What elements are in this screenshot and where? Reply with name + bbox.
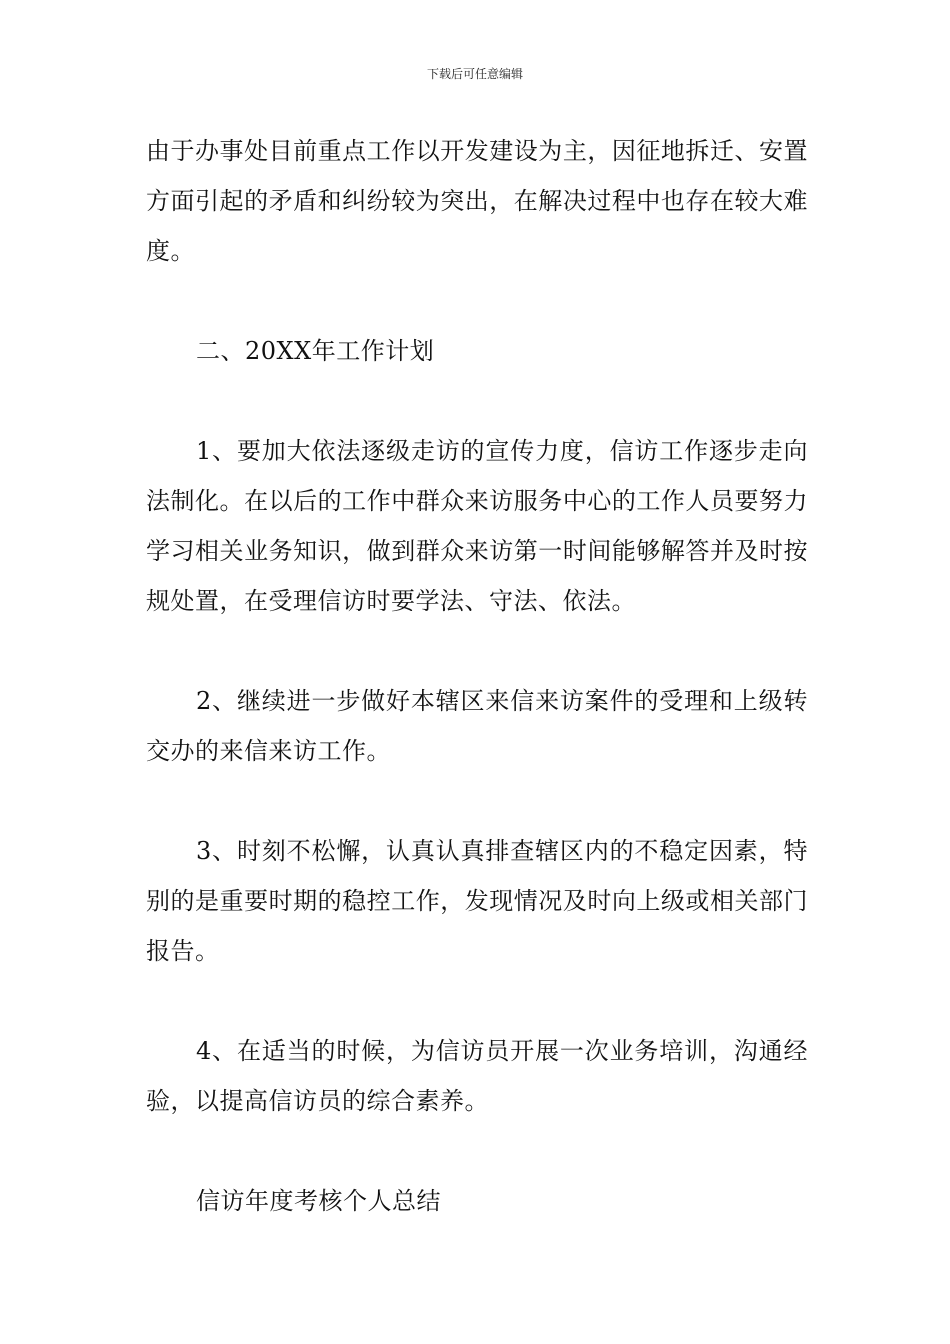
section-heading-work-plan: 二、20XX年工作计划 (196, 337, 435, 365)
document-body (146, 126, 808, 1226)
plan-item-1: 1、要加大依法逐级走访的宣传力度，信访工作逐步走向法制化。在以后的工作中群众来访服务中心的工作人员要努力学习相关业务知识，做到群众来访第一时间能够解答并及时按规处置，在受理信访时要学法、守法、依法。 (146, 437, 808, 615)
paragraph-gap (146, 376, 808, 426)
paragraph-gap (146, 276, 808, 326)
paragraph-gap (146, 1126, 808, 1176)
plan-item-2: 2、继续进一步做好本辖区来信来访案件的受理和上级转交办的来信来访工作。 (146, 687, 808, 765)
next-document-title: 信访年度考核个人总结 (196, 1187, 441, 1215)
page-header: 下载后可任意编辑 (426, 67, 523, 81)
plan-item-4: 4、在适当的时候，为信访员开展一次业务培训，沟通经验，以提高信访员的综合素养。 (146, 1037, 808, 1115)
paragraph-gap (146, 626, 808, 676)
paragraph-difficulty-note: 由于办事处目前重点工作以开发建设为主，因征地拆迁、安置方面引起的矛盾和纠纷较为突出，在解决过程中也存在较大难度。 (146, 137, 808, 265)
plan-item-3: 3、时刻不松懈，认真认真排查辖区内的不稳定因素，特别的是重要时期的稳控工作，发现情况及时向上级或相关部门报告。 (146, 837, 808, 965)
paragraph-gap (146, 776, 808, 826)
paragraph-gap (146, 976, 808, 1026)
